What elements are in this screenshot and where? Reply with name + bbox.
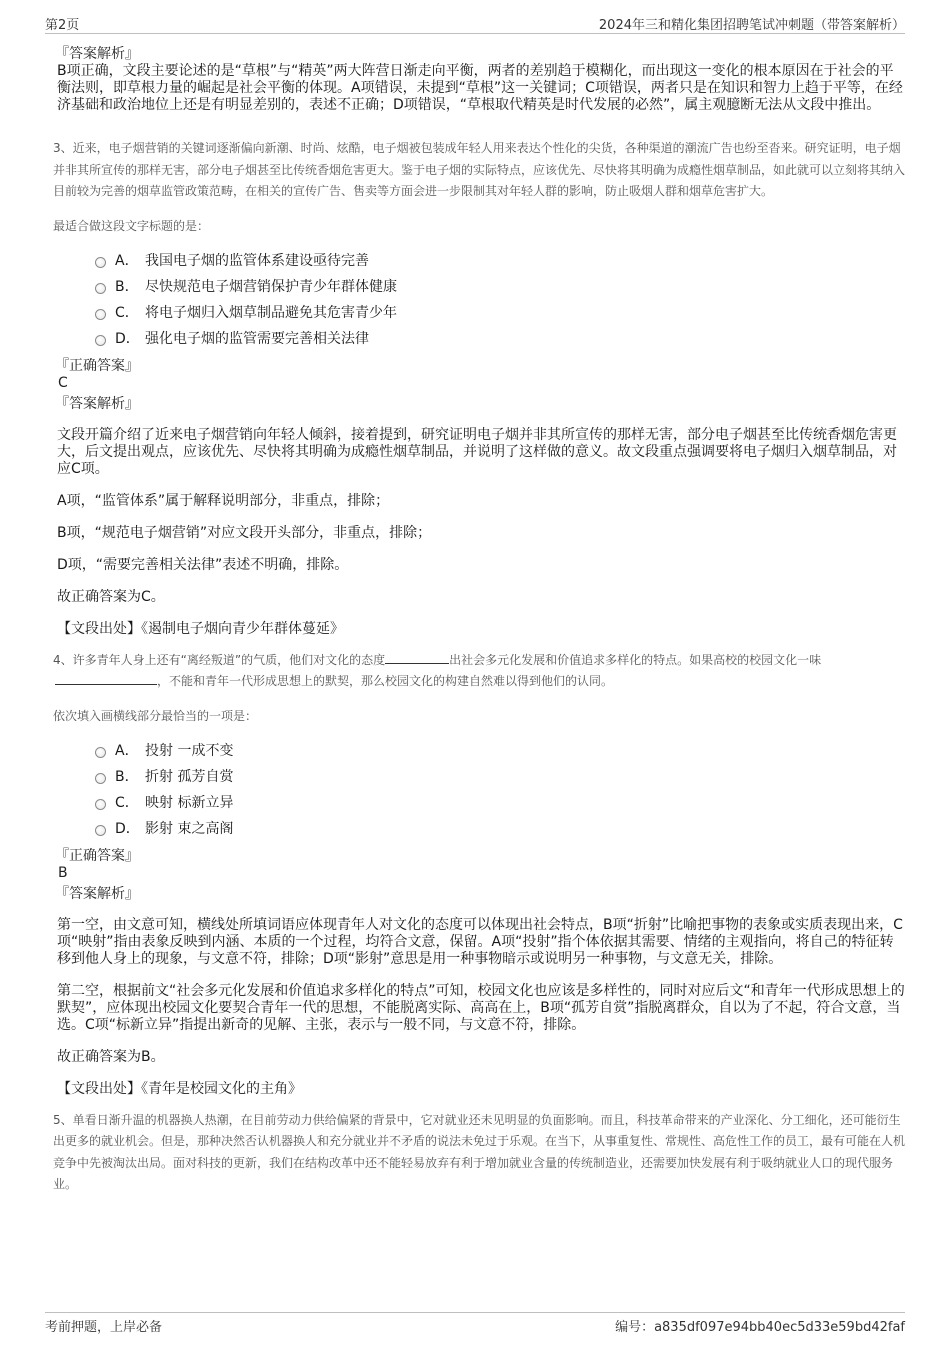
q3-analysis-para: D项，“需要完善相关法律”表述不明确，排除。: [57, 556, 349, 573]
analysis-label: 『答案解析』: [55, 885, 139, 902]
q4-option-b[interactable]: B． 折射 孤芳自赏: [95, 764, 905, 790]
q3-source: 【文段出处】《遏制电子烟向青少年群体蔓延》: [57, 620, 344, 637]
page-header: [45, 12, 905, 34]
q3-text: 3、近来，电子烟营销的关键词逐渐偏向新潮、时尚、炫酷，电子烟被包装成年轻人用来表达个性化的尖货，各种渠道的潮流广告也纷至沓来。研究证明，电子烟并非其所宣传的那样无害，部分电子烟甚至比传统香烟危害更大。鉴于电子烟的实际特点，应该优先、尽快将其明确为成瘾性烟草制品，如此就可以立刻将其纳入目前较为完善的烟草监管政策范畴，在相关的宣传广告、售卖等方面会进一步限制其对年轻人群的影响，防止吸烟人群和烟草危害扩大。: [53, 141, 906, 198]
radio-icon[interactable]: [95, 825, 106, 836]
correct-answer-label: 『正确答案』: [55, 847, 139, 864]
q4-source: 【文段出处】《青年是校园文化的主角》: [57, 1080, 302, 1097]
q3-options: [95, 248, 905, 352]
q4-answer: B: [58, 864, 68, 881]
q3-option-b[interactable]: B． 尽快规范电子烟营销保护青少年群体健康: [95, 274, 905, 300]
q3-analysis: [57, 427, 905, 638]
page-content: [53, 46, 906, 1196]
analysis-label: 『答案解析』: [55, 395, 139, 412]
q4-analysis-para: 第一空，由文意可知，横线处所填词语应体现青年人对文化的态度可以体现出社会特点，B项“折射”比喻把事物的表象或实质表现出来，C项“映射”指由表象反映到内涵、本质的一个过程，均符合文意，保留。A项“投射”指个体依据其需要、情绪的主观指向，将自己的特征转移到他人身上的现象，与文意不符，排除；D项“影射”意思是用一种事物暗示或说明另一种事物，与文意无关，排除。: [57, 916, 903, 967]
footer-slogan: 考前押题，上岸必备: [45, 1320, 163, 1335]
q3-analysis-para: A项，“监管体系”属于解释说明部分，非重点，排除；: [57, 492, 390, 509]
q3-option-c[interactable]: C． 将电子烟归入烟草制品避免其危害青少年: [95, 300, 905, 326]
q3-option-a[interactable]: A． 我国电子烟的监管体系建设亟待完善: [95, 248, 905, 274]
blank-2: [55, 672, 157, 685]
q3-analysis-para: B项，“规范电子烟营销”对应文段开头部分，非重点，排除；: [57, 524, 432, 541]
q4-analysis-para: 故正确答案为B。: [57, 1048, 165, 1065]
radio-icon[interactable]: [95, 257, 106, 268]
q3-option-d[interactable]: D． 强化电子烟的监管需要完善相关法律: [95, 326, 905, 352]
page-number: 第2页: [45, 18, 80, 33]
q3-analysis-para: 故正确答案为C。: [57, 588, 165, 605]
radio-icon[interactable]: [95, 309, 106, 320]
q5-text: 5、单看日渐升温的机器换人热潮，在目前劳动力供给偏紧的背景中，它对就业还未见明显的负面影响。而且，科技革命带来的产业深化、分工细化，还可能衍生出更多的就业机会。但是，那种决然否认机器换人和充分就业并不矛盾的说法未免过于乐观。在当下，从事重复性、常规性、高危性工作的员工，最有可能在人机竞争中先被淘汰出局。面对科技的更新，我们在结构改革中还不能轻易放弃有利于增加就业含量的传统制造业，还需要加快发展有利于吸纳就业人口的现代服务业。: [53, 1112, 906, 1191]
q3-answer: C: [58, 374, 68, 391]
analysis-label: 『答案解析』: [55, 46, 139, 62]
q4-prompt: 依次填入画横线部分最恰当的一项是：: [53, 708, 258, 723]
q3-prompt: 最适合做这段文字标题的是：: [53, 218, 210, 233]
q4-analysis: [57, 917, 905, 1098]
correct-answer-label: 『正确答案』: [55, 357, 139, 374]
radio-icon[interactable]: [95, 799, 106, 810]
q4-option-a[interactable]: A． 投射 一成不变: [95, 738, 905, 764]
page-footer: [45, 1312, 905, 1336]
blank-1: [385, 651, 449, 664]
document-id: 编号：a835df097e94bb40ec5d33e59bd42faf: [615, 1320, 905, 1335]
radio-icon[interactable]: [95, 283, 106, 294]
radio-icon[interactable]: [95, 773, 106, 784]
radio-icon[interactable]: [95, 747, 106, 758]
q4-option-d[interactable]: D． 影射 束之高阁: [95, 816, 905, 842]
q4-analysis-para: 第二空，根据前文“社会多元化发展和价值追求多样化的特点”可知，校园文化也应该是多样性的，同时对应后文“和青年一代形成思想上的默契”，应体现出校园文化要契合青年一代的思想，不能脱离实际、高高在上，B项“孤芳自赏”指脱离群众，自以为了不起，符合文意，当选。C项“标新立异”指提出新奇的见解、主张，表示与一般不同，与文意不符，排除。: [57, 982, 905, 1033]
q4-option-c[interactable]: C． 映射 标新立异: [95, 790, 905, 816]
q4-options: [95, 738, 905, 842]
q2-analysis: B项正确，文段主要论述的是“草根”与“精英”两大阵营日渐走向平衡，两者的差别趋于模糊化，而出现这一变化的根本原因在于社会的平衡法则，即草根力量的崛起是社会平衡的体现。A项错误，未提到“草根”这一关键词；C项错误，两者只是在知识和智力上趋于平等，在经济基础和政治地位上还是有明显差别的，表述不正确；D项错误，“草根取代精英是时代发展的必然”，属主观臆断无法从文段中推出。: [57, 63, 903, 113]
q4-text: 4、许多青年人身上还有“离经叛道”的气质，他们对文化的态度 出社会多元化发展和价值追求多样化的特点。如果高校的校园文化一味，不能和青年一代形成思想上的默契，那么校园文化的构建自然难以得到他们的认同。: [53, 652, 822, 688]
document-title: 2024年三和精化集团招聘笔试冲刺题（带答案解析）: [598, 18, 905, 33]
q3-analysis-para: 文段开篇介绍了近来电子烟营销向年轻人倾斜，接着提到，研究证明电子烟并非其所宣传的那样无害，部分电子烟甚至比传统香烟危害更大，后文提出观点，应该优先、尽快将其明确为成瘾性烟草制品，并说明了这样做的意义。故文段重点强调要将电子烟归入烟草制品，对应C项。: [57, 426, 897, 477]
radio-icon[interactable]: [95, 335, 106, 346]
